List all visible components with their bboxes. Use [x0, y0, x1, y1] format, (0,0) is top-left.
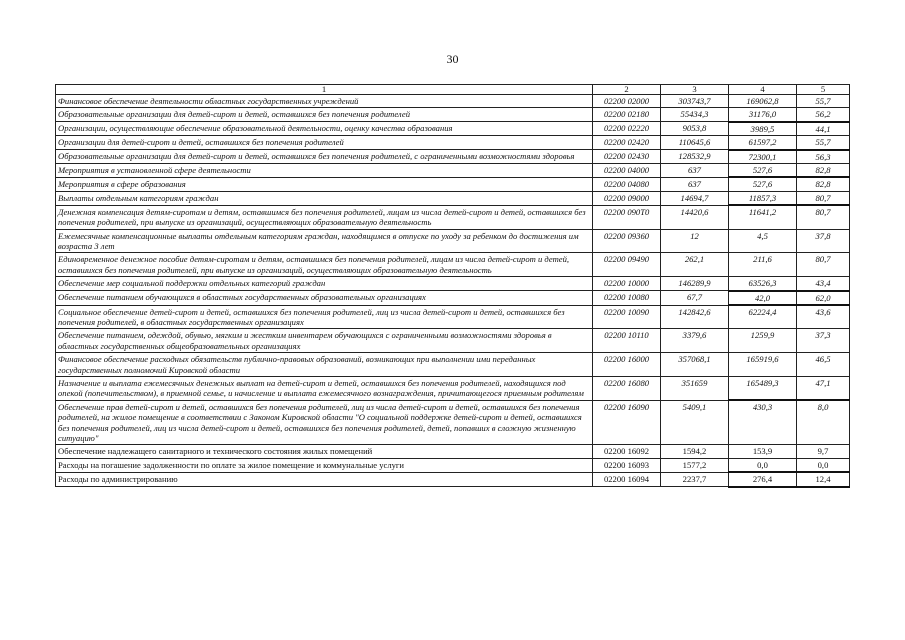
row-code-cell: 02200 16092: [593, 445, 661, 458]
row-plan-cell: 1594,2: [661, 445, 729, 458]
table-row: [56, 472, 850, 486]
row-code-cell: 02200 04080: [593, 177, 661, 191]
row-actual-cell: 4,5: [729, 229, 797, 253]
row-actual-cell: 430,3: [729, 400, 797, 445]
table-row: [56, 122, 850, 136]
row-percent-cell: 37,3: [797, 329, 850, 353]
row-plan-cell: 12: [661, 229, 729, 253]
row-code-cell: 02200 10000: [593, 277, 661, 291]
row-actual-cell: 169062,8: [729, 95, 797, 108]
row-code-cell: 02200 02000: [593, 95, 661, 108]
row-percent-cell: 43,6: [797, 305, 850, 329]
row-percent-cell: 56,3: [797, 150, 850, 164]
row-code-cell: 02200 02220: [593, 122, 661, 136]
table-row: [56, 445, 850, 458]
row-code-cell: 02200 16080: [593, 376, 661, 400]
row-name-cell: Финансовое обеспечение расходных обязательств публично-правовых образований, возникающих при выполнении ими переданных государственных полномочий Кировской области: [56, 353, 593, 377]
row-percent-cell: 80,7: [797, 253, 850, 277]
row-actual-cell: 62224,4: [729, 305, 797, 329]
row-code-cell: 02200 09000: [593, 191, 661, 205]
row-plan-cell: 142842,6: [661, 305, 729, 329]
row-actual-cell: 3989,5: [729, 122, 797, 136]
row-percent-cell: 8,0: [797, 400, 850, 445]
row-plan-cell: 357068,1: [661, 353, 729, 377]
budget-table: [55, 84, 850, 488]
row-plan-cell: 262,1: [661, 253, 729, 277]
row-actual-cell: 63526,3: [729, 277, 797, 291]
row-name-cell: Единовременное денежное пособие детям-сиротам и детям, оставшимся без попечения родителей, лицам из числа детей-сирот и детей, оставшихся без попечения родителей, при выпуске из организаций, осуществляющих образовательную деятельность: [56, 253, 593, 277]
row-plan-cell: 110645,6: [661, 136, 729, 150]
row-percent-cell: 80,7: [797, 191, 850, 205]
row-plan-cell: 14694,7: [661, 191, 729, 205]
table-row: [56, 164, 850, 178]
table-row: [56, 205, 850, 229]
row-name-cell: Ежемесячные компенсационные выплаты отдельным категориям граждан, находящимся в отпуске по уходу за ребенком до достижения им возраста 3 лет: [56, 229, 593, 253]
row-code-cell: 02200 09360: [593, 229, 661, 253]
table-row: [56, 95, 850, 108]
table-row: [56, 229, 850, 253]
row-name-cell: Мероприятия в установленной сфере деятельности: [56, 164, 593, 178]
row-name-cell: Мероприятия в сфере образования: [56, 177, 593, 191]
row-name-cell: Организации, осуществляющие обеспечение образовательной деятельности, оценку качества образования: [56, 122, 593, 136]
row-plan-cell: 67,7: [661, 291, 729, 305]
row-actual-cell: 276,4: [729, 472, 797, 486]
row-actual-cell: 42,0: [729, 291, 797, 305]
table-row: [56, 191, 850, 205]
row-name-cell: Обеспечение мер социальной поддержки отдельных категорий граждан: [56, 277, 593, 291]
row-plan-cell: 1577,2: [661, 458, 729, 472]
row-name-cell: Финансовое обеспечение деятельности областных государственных учреждений: [56, 95, 593, 108]
header-cell: 2: [593, 85, 661, 95]
row-name-cell: Образовательные организации для детей-сирот и детей, оставшихся без попечения родителей: [56, 108, 593, 122]
table-row: [56, 136, 850, 150]
row-plan-cell: 9053,8: [661, 122, 729, 136]
row-name-cell: Денежная компенсация детям-сиротам и детям, оставшимся без попечения родителей, лицам из числа детей-сирот и детей, оставшихся без попечения родителей, при выпуске из организаций, осуществляющих образовательную деятельность: [56, 205, 593, 229]
row-plan-cell: 3379,6: [661, 329, 729, 353]
row-code-cell: 02200 10110: [593, 329, 661, 353]
row-plan-cell: 5409,1: [661, 400, 729, 445]
table-row: [56, 277, 850, 291]
row-percent-cell: 0,0: [797, 458, 850, 472]
row-code-cell: 02200 09490: [593, 253, 661, 277]
row-actual-cell: 211,6: [729, 253, 797, 277]
row-code-cell: 02200 10090: [593, 305, 661, 329]
row-actual-cell: 527,6: [729, 177, 797, 191]
row-plan-cell: 128532,9: [661, 150, 729, 164]
row-plan-cell: 14420,6: [661, 205, 729, 229]
row-percent-cell: 12,4: [797, 472, 850, 486]
row-plan-cell: 303743,7: [661, 95, 729, 108]
row-name-cell: Выплаты отдельным категориям граждан: [56, 191, 593, 205]
row-actual-cell: 72300,1: [729, 150, 797, 164]
row-code-cell: 02200 16090: [593, 400, 661, 445]
row-name-cell: Расходы на погашение задолженности по оплате за жилое помещение и коммунальные услуги: [56, 458, 593, 472]
row-code-cell: 02200 10080: [593, 291, 661, 305]
table-row: [56, 150, 850, 164]
row-actual-cell: 153,9: [729, 445, 797, 458]
row-name-cell: Обеспечение питанием обучающихся в областных государственных образовательных организациях: [56, 291, 593, 305]
table-row: [56, 177, 850, 191]
row-name-cell: Обеспечение питанием, одеждой, обувью, мягким и жестким инвентарем обучающихся с ограниченными возможностями здоровья в областных государственных общеобразовательных организациях: [56, 329, 593, 353]
row-actual-cell: 0,0: [729, 458, 797, 472]
table-row: [56, 458, 850, 472]
row-actual-cell: 61597,2: [729, 136, 797, 150]
table-row: [56, 353, 850, 377]
header-cell: 4: [729, 85, 797, 95]
table-row: [56, 253, 850, 277]
table-row: [56, 108, 850, 122]
row-actual-cell: 11857,3: [729, 191, 797, 205]
row-percent-cell: 44,1: [797, 122, 850, 136]
row-percent-cell: 9,7: [797, 445, 850, 458]
row-name-cell: Организации для детей-сирот и детей, оставшихся без попечения родителей: [56, 136, 593, 150]
row-percent-cell: 43,4: [797, 277, 850, 291]
row-name-cell: Обеспечение надлежащего санитарного и технического состояния жилых помещений: [56, 445, 593, 458]
row-code-cell: 02200 16000: [593, 353, 661, 377]
row-plan-cell: 2237,7: [661, 472, 729, 486]
row-percent-cell: 46,5: [797, 353, 850, 377]
row-plan-cell: 146289,9: [661, 277, 729, 291]
row-name-cell: Образовательные организации для детей-сирот и детей, оставшихся без попечения родителей, с ограниченными возможностями здоровья: [56, 150, 593, 164]
table-row: [56, 329, 850, 353]
row-percent-cell: 80,7: [797, 205, 850, 229]
row-percent-cell: 62,0: [797, 291, 850, 305]
table-row: [56, 305, 850, 329]
row-code-cell: 02200 02420: [593, 136, 661, 150]
row-code-cell: 02200 02180: [593, 108, 661, 122]
table-header-row: [56, 85, 850, 95]
row-name-cell: Социальное обеспечение детей-сирот и детей, оставшихся без попечения родителей, лиц из числа детей-сирот и детей, оставшихся без попечения родителей, в областных государственных организациях: [56, 305, 593, 329]
row-actual-cell: 165919,6: [729, 353, 797, 377]
row-actual-cell: 165489,3: [729, 376, 797, 400]
page-number: 30: [446, 52, 459, 66]
row-plan-cell: 637: [661, 164, 729, 178]
row-percent-cell: 47,1: [797, 376, 850, 400]
table-row: [56, 291, 850, 305]
row-actual-cell: 527,6: [729, 164, 797, 178]
row-percent-cell: 37,8: [797, 229, 850, 253]
header-cell: 5: [797, 85, 850, 95]
table-row: [56, 376, 850, 400]
row-percent-cell: 82,8: [797, 177, 850, 191]
row-actual-cell: 1259,9: [729, 329, 797, 353]
row-code-cell: 02200 090Т0: [593, 205, 661, 229]
row-code-cell: 02200 02430: [593, 150, 661, 164]
row-name-cell: Расходы по администрированию: [56, 472, 593, 486]
header-cell: 3: [661, 85, 729, 95]
row-plan-cell: 55434,3: [661, 108, 729, 122]
row-code-cell: 02200 16093: [593, 458, 661, 472]
table-row: [56, 400, 850, 445]
row-actual-cell: 11641,2: [729, 205, 797, 229]
row-plan-cell: 637: [661, 177, 729, 191]
row-percent-cell: 56,2: [797, 108, 850, 122]
row-percent-cell: 55,7: [797, 136, 850, 150]
row-name-cell: Обеспечение прав детей-сирот и детей, оставшихся без попечения родителей, лиц из числа детей-сирот и детей, оставшихся без попечения родителей, на жилое помещение в соответствии с Законом Кировской области "О социальной поддержке детей-сирот и детей, оставшихся без попечения родителей, лиц из числа детей-сирот и детей, оставшихся без попечения родителей, детей, попавших в сложную жизненную ситуацию": [56, 400, 593, 445]
row-actual-cell: 31176,0: [729, 108, 797, 122]
row-code-cell: 02200 16094: [593, 472, 661, 486]
row-name-cell: Назначение и выплата ежемесячных денежных выплат на детей-сирот и детей, оставшихся без попечения родителей, находящихся под опекой (попечительством), в приемной семье, и начисление и выплата ежемесячного вознаграждения, причитающегося приемным родителям: [56, 376, 593, 400]
row-plan-cell: 351659: [661, 376, 729, 400]
row-percent-cell: 82,8: [797, 164, 850, 178]
row-percent-cell: 55,7: [797, 95, 850, 108]
header-cell: 1: [56, 85, 593, 95]
row-code-cell: 02200 04000: [593, 164, 661, 178]
